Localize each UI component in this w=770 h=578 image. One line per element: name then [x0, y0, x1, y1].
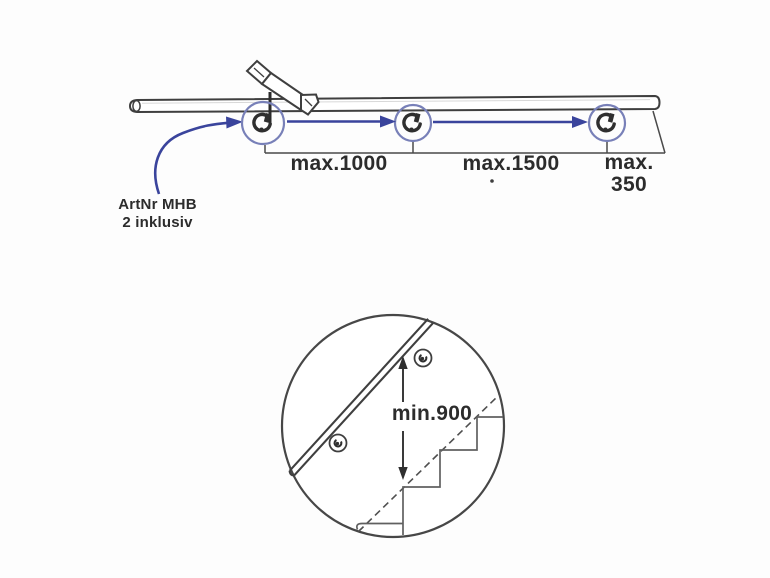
bracket-clamp-icon — [589, 105, 625, 141]
spacing-arrow — [287, 116, 396, 128]
end-distance-label — [594, 152, 664, 196]
screw-icon — [415, 350, 432, 367]
end-distance-line1: max. — [604, 151, 654, 174]
artnr-label — [95, 196, 220, 232]
spacing-label-2: max.1500 — [462, 152, 560, 175]
detail-circle — [282, 315, 504, 537]
spacing-arrow — [433, 116, 588, 128]
spacing-label-1: max.1000 — [290, 152, 388, 175]
artnr-line2: 2 inklusiv — [122, 214, 193, 231]
screw-icon — [330, 435, 347, 452]
handrail-tube — [130, 96, 660, 112]
artnr-line1: ArtNr MHB — [118, 196, 197, 213]
pointer-arrow — [155, 117, 243, 195]
print-speck — [490, 179, 494, 183]
min-height-label: min.900 — [391, 402, 473, 425]
end-distance-line2: 350 — [611, 173, 647, 196]
